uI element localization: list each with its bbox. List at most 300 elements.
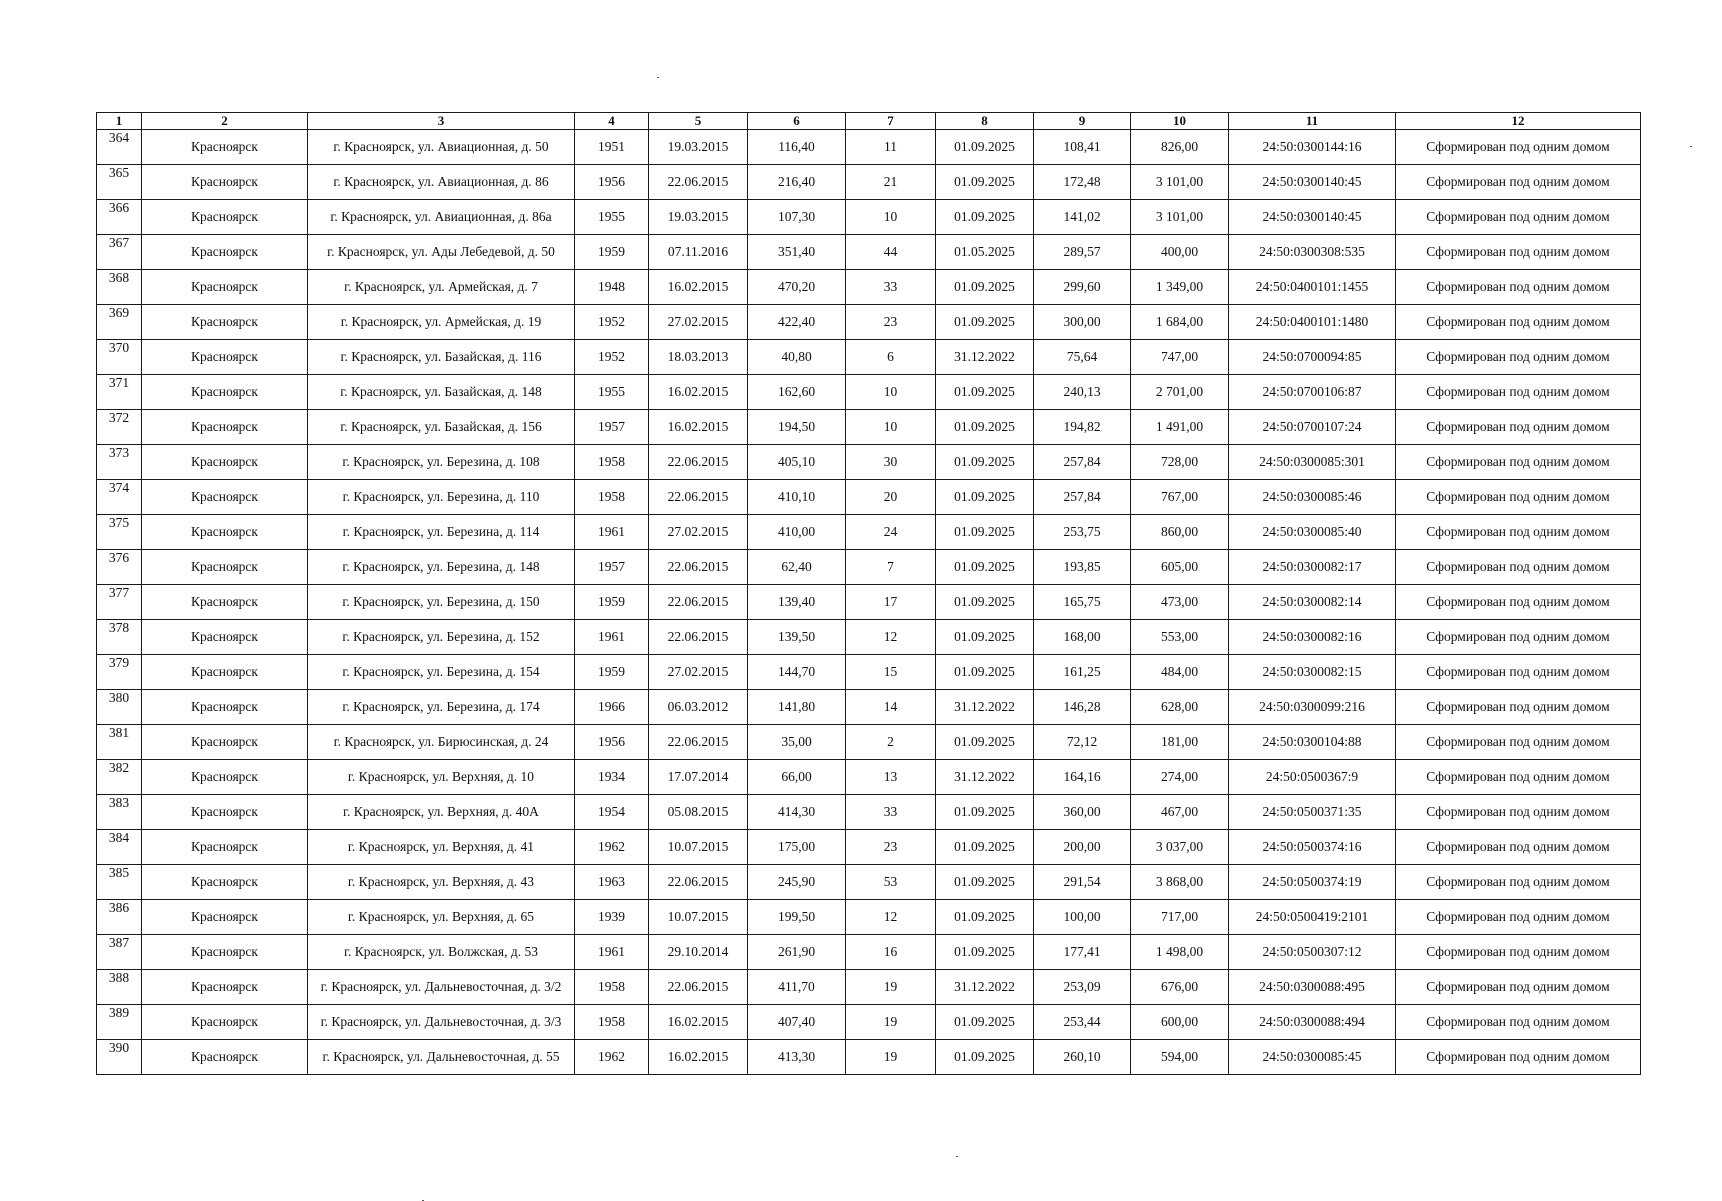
row-index: 366 (97, 200, 142, 235)
address-cell: г. Красноярск, ул. Березина, д. 148 (308, 550, 575, 585)
residents-cell: 33 (846, 795, 936, 830)
deadline-cell: 01.09.2025 (936, 1005, 1034, 1040)
value-cell: 108,41 (1034, 130, 1131, 165)
date-cell: 17.07.2014 (649, 760, 748, 795)
address-cell: г. Красноярск, ул. Авиационная, д. 50 (308, 130, 575, 165)
date-cell: 06.03.2012 (649, 690, 748, 725)
table-row (97, 375, 1641, 410)
area-cell: 261,90 (748, 935, 846, 970)
year-cell: 1957 (575, 410, 649, 445)
land-area-cell: 1 349,00 (1131, 270, 1229, 305)
city-cell: Красноярск (142, 445, 308, 480)
row-index: 374 (97, 480, 142, 515)
cadastral-number-cell: 24:50:0300085:46 (1229, 480, 1396, 515)
address-cell: г. Красноярск, ул. Верхняя, д. 41 (308, 830, 575, 865)
city-cell: Красноярск (142, 200, 308, 235)
land-area-cell: 717,00 (1131, 900, 1229, 935)
address-cell: г. Красноярск, ул. Березина, д. 110 (308, 480, 575, 515)
value-cell: 200,00 (1034, 830, 1131, 865)
table-row (97, 970, 1641, 1005)
cadastral-number-cell: 24:50:0300082:16 (1229, 620, 1396, 655)
residents-cell: 14 (846, 690, 936, 725)
table-row (97, 830, 1641, 865)
year-cell: 1952 (575, 340, 649, 375)
column-number: 6 (748, 113, 846, 130)
cadastral-number-cell: 24:50:0300082:17 (1229, 550, 1396, 585)
cadastral-number-cell: 24:50:0300308:535 (1229, 235, 1396, 270)
table-row (97, 305, 1641, 340)
column-number: 9 (1034, 113, 1131, 130)
address-cell: г. Красноярск, ул. Базайская, д. 156 (308, 410, 575, 445)
area-cell: 410,10 (748, 480, 846, 515)
cadastral-number-cell: 24:50:0300082:14 (1229, 585, 1396, 620)
area-cell: 245,90 (748, 865, 846, 900)
cadastral-number-cell: 24:50:0500374:16 (1229, 830, 1396, 865)
city-cell: Красноярск (142, 830, 308, 865)
area-cell: 194,50 (748, 410, 846, 445)
column-number: 8 (936, 113, 1034, 130)
deadline-cell: 01.09.2025 (936, 585, 1034, 620)
residents-cell: 12 (846, 620, 936, 655)
deadline-cell: 01.09.2025 (936, 900, 1034, 935)
status-cell: Сформирован под одним домом (1396, 375, 1641, 410)
table-row (97, 235, 1641, 270)
table-row (97, 1005, 1641, 1040)
residents-cell: 12 (846, 900, 936, 935)
address-cell: г. Красноярск, ул. Верхняя, д. 43 (308, 865, 575, 900)
cadastral-number-cell: 24:50:0300085:301 (1229, 445, 1396, 480)
deadline-cell: 01.09.2025 (936, 865, 1034, 900)
year-cell: 1956 (575, 725, 649, 760)
city-cell: Красноярск (142, 1040, 308, 1075)
cadastral-number-cell: 24:50:0700094:85 (1229, 340, 1396, 375)
deadline-cell: 31.12.2022 (936, 690, 1034, 725)
area-cell: 139,50 (748, 620, 846, 655)
cadastral-number-cell: 24:50:0500367:9 (1229, 760, 1396, 795)
cadastral-number-cell: 24:50:0500307:12 (1229, 935, 1396, 970)
value-cell: 72,12 (1034, 725, 1131, 760)
deadline-cell: 01.09.2025 (936, 655, 1034, 690)
row-index: 386 (97, 900, 142, 935)
cadastral-number-cell: 24:50:0300104:88 (1229, 725, 1396, 760)
status-cell: Сформирован под одним домом (1396, 900, 1641, 935)
column-number: 4 (575, 113, 649, 130)
table-row (97, 445, 1641, 480)
address-cell: г. Красноярск, ул. Базайская, д. 116 (308, 340, 575, 375)
land-area-cell: 467,00 (1131, 795, 1229, 830)
status-cell: Сформирован под одним домом (1396, 340, 1641, 375)
city-cell: Красноярск (142, 550, 308, 585)
row-index: 365 (97, 165, 142, 200)
area-cell: 351,40 (748, 235, 846, 270)
address-cell: г. Красноярск, ул. Верхняя, д. 40А (308, 795, 575, 830)
row-index: 385 (97, 865, 142, 900)
row-index: 372 (97, 410, 142, 445)
table-row (97, 165, 1641, 200)
deadline-cell: 01.09.2025 (936, 620, 1034, 655)
city-cell: Красноярск (142, 760, 308, 795)
residents-cell: 10 (846, 410, 936, 445)
status-cell: Сформирован под одним домом (1396, 1040, 1641, 1075)
table-row (97, 865, 1641, 900)
land-area-cell: 3 101,00 (1131, 200, 1229, 235)
land-area-cell: 3 101,00 (1131, 165, 1229, 200)
status-cell: Сформирован под одним домом (1396, 690, 1641, 725)
land-area-cell: 826,00 (1131, 130, 1229, 165)
status-cell: Сформирован под одним домом (1396, 585, 1641, 620)
deadline-cell: 31.12.2022 (936, 340, 1034, 375)
date-cell: 19.03.2015 (649, 200, 748, 235)
cadastral-number-cell: 24:50:0300140:45 (1229, 200, 1396, 235)
table-row (97, 130, 1641, 165)
date-cell: 16.02.2015 (649, 270, 748, 305)
column-number: 7 (846, 113, 936, 130)
scan-speck (657, 77, 659, 78)
year-cell: 1954 (575, 795, 649, 830)
area-cell: 407,40 (748, 1005, 846, 1040)
year-cell: 1963 (575, 865, 649, 900)
year-cell: 1962 (575, 830, 649, 865)
value-cell: 257,84 (1034, 445, 1131, 480)
date-cell: 16.02.2015 (649, 375, 748, 410)
address-cell: г. Красноярск, ул. Дальневосточная, д. 3/3 (308, 1005, 575, 1040)
city-cell: Красноярск (142, 900, 308, 935)
deadline-cell: 01.09.2025 (936, 375, 1034, 410)
area-cell: 175,00 (748, 830, 846, 865)
land-area-cell: 605,00 (1131, 550, 1229, 585)
column-number: 2 (142, 113, 308, 130)
date-cell: 22.06.2015 (649, 970, 748, 1005)
date-cell: 27.02.2015 (649, 515, 748, 550)
status-cell: Сформирован под одним домом (1396, 655, 1641, 690)
column-number: 1 (97, 113, 142, 130)
value-cell: 240,13 (1034, 375, 1131, 410)
address-cell: г. Красноярск, ул. Волжская, д. 53 (308, 935, 575, 970)
city-cell: Красноярск (142, 270, 308, 305)
city-cell: Красноярск (142, 795, 308, 830)
city-cell: Красноярск (142, 1005, 308, 1040)
year-cell: 1951 (575, 130, 649, 165)
table-row (97, 1040, 1641, 1075)
value-cell: 172,48 (1034, 165, 1131, 200)
status-cell: Сформирован под одним домом (1396, 480, 1641, 515)
date-cell: 22.06.2015 (649, 585, 748, 620)
address-cell: г. Красноярск, ул. Дальневосточная, д. 3/2 (308, 970, 575, 1005)
table-row (97, 270, 1641, 305)
status-cell: Сформирован под одним домом (1396, 550, 1641, 585)
deadline-cell: 01.09.2025 (936, 130, 1034, 165)
value-cell: 291,54 (1034, 865, 1131, 900)
status-cell: Сформирован под одним домом (1396, 410, 1641, 445)
area-cell: 139,40 (748, 585, 846, 620)
status-cell: Сформирован под одним домом (1396, 515, 1641, 550)
table-row (97, 200, 1641, 235)
year-cell: 1958 (575, 1005, 649, 1040)
row-index: 370 (97, 340, 142, 375)
year-cell: 1961 (575, 515, 649, 550)
year-cell: 1934 (575, 760, 649, 795)
row-index: 390 (97, 1040, 142, 1075)
address-cell: г. Красноярск, ул. Базайская, д. 148 (308, 375, 575, 410)
cadastral-number-cell: 24:50:0300099:216 (1229, 690, 1396, 725)
area-cell: 62,40 (748, 550, 846, 585)
status-cell: Сформирован под одним домом (1396, 935, 1641, 970)
date-cell: 07.11.2016 (649, 235, 748, 270)
area-cell: 107,30 (748, 200, 846, 235)
area-cell: 162,60 (748, 375, 846, 410)
city-cell: Красноярск (142, 130, 308, 165)
table-row (97, 515, 1641, 550)
residents-cell: 13 (846, 760, 936, 795)
address-cell: г. Красноярск, ул. Авиационная, д. 86 (308, 165, 575, 200)
deadline-cell: 31.12.2022 (936, 970, 1034, 1005)
buildings-table (96, 112, 1641, 1075)
residents-cell: 11 (846, 130, 936, 165)
deadline-cell: 01.09.2025 (936, 795, 1034, 830)
year-cell: 1961 (575, 620, 649, 655)
table-row (97, 480, 1641, 515)
value-cell: 164,16 (1034, 760, 1131, 795)
cadastral-number-cell: 24:50:0400101:1455 (1229, 270, 1396, 305)
status-cell: Сформирован под одним домом (1396, 760, 1641, 795)
residents-cell: 23 (846, 830, 936, 865)
residents-cell: 19 (846, 970, 936, 1005)
year-cell: 1948 (575, 270, 649, 305)
city-cell: Красноярск (142, 515, 308, 550)
cadastral-number-cell: 24:50:0300082:15 (1229, 655, 1396, 690)
city-cell: Красноярск (142, 305, 308, 340)
area-cell: 216,40 (748, 165, 846, 200)
area-cell: 405,10 (748, 445, 846, 480)
residents-cell: 15 (846, 655, 936, 690)
address-cell: г. Красноярск, ул. Дальневосточная, д. 55 (308, 1040, 575, 1075)
date-cell: 22.06.2015 (649, 550, 748, 585)
area-cell: 410,00 (748, 515, 846, 550)
date-cell: 16.02.2015 (649, 1040, 748, 1075)
deadline-cell: 01.09.2025 (936, 935, 1034, 970)
city-cell: Красноярск (142, 935, 308, 970)
year-cell: 1952 (575, 305, 649, 340)
value-cell: 299,60 (1034, 270, 1131, 305)
date-cell: 22.06.2015 (649, 480, 748, 515)
address-cell: г. Красноярск, ул. Армейская, д. 19 (308, 305, 575, 340)
row-index: 382 (97, 760, 142, 795)
row-index: 384 (97, 830, 142, 865)
date-cell: 22.06.2015 (649, 865, 748, 900)
year-cell: 1958 (575, 970, 649, 1005)
cadastral-number-cell: 24:50:0300088:494 (1229, 1005, 1396, 1040)
cadastral-number-cell: 24:50:0700107:24 (1229, 410, 1396, 445)
area-cell: 144,70 (748, 655, 846, 690)
row-index: 376 (97, 550, 142, 585)
value-cell: 260,10 (1034, 1040, 1131, 1075)
row-index: 377 (97, 585, 142, 620)
residents-cell: 10 (846, 375, 936, 410)
area-cell: 66,00 (748, 760, 846, 795)
value-cell: 194,82 (1034, 410, 1131, 445)
row-index: 387 (97, 935, 142, 970)
area-cell: 422,40 (748, 305, 846, 340)
date-cell: 22.06.2015 (649, 165, 748, 200)
city-cell: Красноярск (142, 340, 308, 375)
land-area-cell: 728,00 (1131, 445, 1229, 480)
land-area-cell: 767,00 (1131, 480, 1229, 515)
residents-cell: 17 (846, 585, 936, 620)
deadline-cell: 01.09.2025 (936, 270, 1034, 305)
row-index: 371 (97, 375, 142, 410)
land-area-cell: 3 037,00 (1131, 830, 1229, 865)
land-area-cell: 1 498,00 (1131, 935, 1229, 970)
residents-cell: 19 (846, 1040, 936, 1075)
year-cell: 1939 (575, 900, 649, 935)
value-cell: 165,75 (1034, 585, 1131, 620)
land-area-cell: 1 491,00 (1131, 410, 1229, 445)
register-sheet (96, 112, 1640, 1075)
cadastral-number-cell: 24:50:0300085:40 (1229, 515, 1396, 550)
year-cell: 1959 (575, 235, 649, 270)
land-area-cell: 274,00 (1131, 760, 1229, 795)
deadline-cell: 01.09.2025 (936, 515, 1034, 550)
address-cell: г. Красноярск, ул. Армейская, д. 7 (308, 270, 575, 305)
deadline-cell: 01.09.2025 (936, 1040, 1034, 1075)
table-row (97, 550, 1641, 585)
deadline-cell: 31.12.2022 (936, 760, 1034, 795)
city-cell: Красноярск (142, 585, 308, 620)
residents-cell: 44 (846, 235, 936, 270)
date-cell: 22.06.2015 (649, 620, 748, 655)
city-cell: Красноярск (142, 375, 308, 410)
value-cell: 253,44 (1034, 1005, 1131, 1040)
value-cell: 289,57 (1034, 235, 1131, 270)
value-cell: 177,41 (1034, 935, 1131, 970)
residents-cell: 24 (846, 515, 936, 550)
land-area-cell: 2 701,00 (1131, 375, 1229, 410)
date-cell: 29.10.2014 (649, 935, 748, 970)
deadline-cell: 01.09.2025 (936, 165, 1034, 200)
date-cell: 27.02.2015 (649, 655, 748, 690)
year-cell: 1957 (575, 550, 649, 585)
column-number: 11 (1229, 113, 1396, 130)
residents-cell: 30 (846, 445, 936, 480)
land-area-cell: 594,00 (1131, 1040, 1229, 1075)
land-area-cell: 181,00 (1131, 725, 1229, 760)
table-row (97, 760, 1641, 795)
status-cell: Сформирован под одним домом (1396, 200, 1641, 235)
status-cell: Сформирован под одним домом (1396, 270, 1641, 305)
date-cell: 16.02.2015 (649, 1005, 748, 1040)
value-cell: 141,02 (1034, 200, 1131, 235)
deadline-cell: 01.09.2025 (936, 410, 1034, 445)
land-area-cell: 3 868,00 (1131, 865, 1229, 900)
land-area-cell: 676,00 (1131, 970, 1229, 1005)
year-cell: 1956 (575, 165, 649, 200)
row-index: 380 (97, 690, 142, 725)
row-index: 369 (97, 305, 142, 340)
year-cell: 1955 (575, 375, 649, 410)
row-index: 389 (97, 1005, 142, 1040)
status-cell: Сформирован под одним домом (1396, 725, 1641, 760)
residents-cell: 53 (846, 865, 936, 900)
value-cell: 100,00 (1034, 900, 1131, 935)
table-row (97, 340, 1641, 375)
table-row (97, 655, 1641, 690)
status-cell: Сформирован под одним домом (1396, 830, 1641, 865)
year-cell: 1959 (575, 655, 649, 690)
row-index: 373 (97, 445, 142, 480)
city-cell: Красноярск (142, 655, 308, 690)
year-cell: 1955 (575, 200, 649, 235)
status-cell: Сформирован под одним домом (1396, 795, 1641, 830)
deadline-cell: 01.09.2025 (936, 445, 1034, 480)
land-area-cell: 1 684,00 (1131, 305, 1229, 340)
value-cell: 168,00 (1034, 620, 1131, 655)
residents-cell: 7 (846, 550, 936, 585)
address-cell: г. Красноярск, ул. Березина, д. 150 (308, 585, 575, 620)
city-cell: Красноярск (142, 410, 308, 445)
area-cell: 141,80 (748, 690, 846, 725)
residents-cell: 33 (846, 270, 936, 305)
table-row (97, 900, 1641, 935)
value-cell: 146,28 (1034, 690, 1131, 725)
deadline-cell: 01.09.2025 (936, 830, 1034, 865)
area-cell: 414,30 (748, 795, 846, 830)
residents-cell: 6 (846, 340, 936, 375)
address-cell: г. Красноярск, ул. Березина, д. 152 (308, 620, 575, 655)
land-area-cell: 860,00 (1131, 515, 1229, 550)
date-cell: 19.03.2015 (649, 130, 748, 165)
year-cell: 1966 (575, 690, 649, 725)
column-number: 10 (1131, 113, 1229, 130)
date-cell: 22.06.2015 (649, 445, 748, 480)
column-number: 12 (1396, 113, 1641, 130)
value-cell: 193,85 (1034, 550, 1131, 585)
year-cell: 1958 (575, 445, 649, 480)
status-cell: Сформирован под одним домом (1396, 305, 1641, 340)
year-cell: 1962 (575, 1040, 649, 1075)
table-row (97, 935, 1641, 970)
status-cell: Сформирован под одним домом (1396, 235, 1641, 270)
land-area-cell: 473,00 (1131, 585, 1229, 620)
scan-speck (956, 1156, 958, 1157)
address-cell: г. Красноярск, ул. Березина, д. 114 (308, 515, 575, 550)
row-index: 379 (97, 655, 142, 690)
date-cell: 16.02.2015 (649, 410, 748, 445)
cadastral-number-cell: 24:50:0300085:45 (1229, 1040, 1396, 1075)
deadline-cell: 01.09.2025 (936, 200, 1034, 235)
deadline-cell: 01.09.2025 (936, 550, 1034, 585)
city-cell: Красноярск (142, 970, 308, 1005)
table-body (97, 130, 1641, 1075)
cadastral-number-cell: 24:50:0500371:35 (1229, 795, 1396, 830)
column-number: 3 (308, 113, 575, 130)
row-index: 375 (97, 515, 142, 550)
row-index: 367 (97, 235, 142, 270)
cadastral-number-cell: 24:50:0500419:2101 (1229, 900, 1396, 935)
value-cell: 257,84 (1034, 480, 1131, 515)
cadastral-number-cell: 24:50:0300144:16 (1229, 130, 1396, 165)
area-cell: 40,80 (748, 340, 846, 375)
land-area-cell: 400,00 (1131, 235, 1229, 270)
value-cell: 253,09 (1034, 970, 1131, 1005)
address-cell: г. Красноярск, ул. Ады Лебедевой, д. 50 (308, 235, 575, 270)
city-cell: Красноярск (142, 690, 308, 725)
status-cell: Сформирован под одним домом (1396, 165, 1641, 200)
year-cell: 1958 (575, 480, 649, 515)
address-cell: г. Красноярск, ул. Верхняя, д. 65 (308, 900, 575, 935)
deadline-cell: 01.09.2025 (936, 305, 1034, 340)
date-cell: 10.07.2015 (649, 900, 748, 935)
cadastral-number-cell: 24:50:0700106:87 (1229, 375, 1396, 410)
